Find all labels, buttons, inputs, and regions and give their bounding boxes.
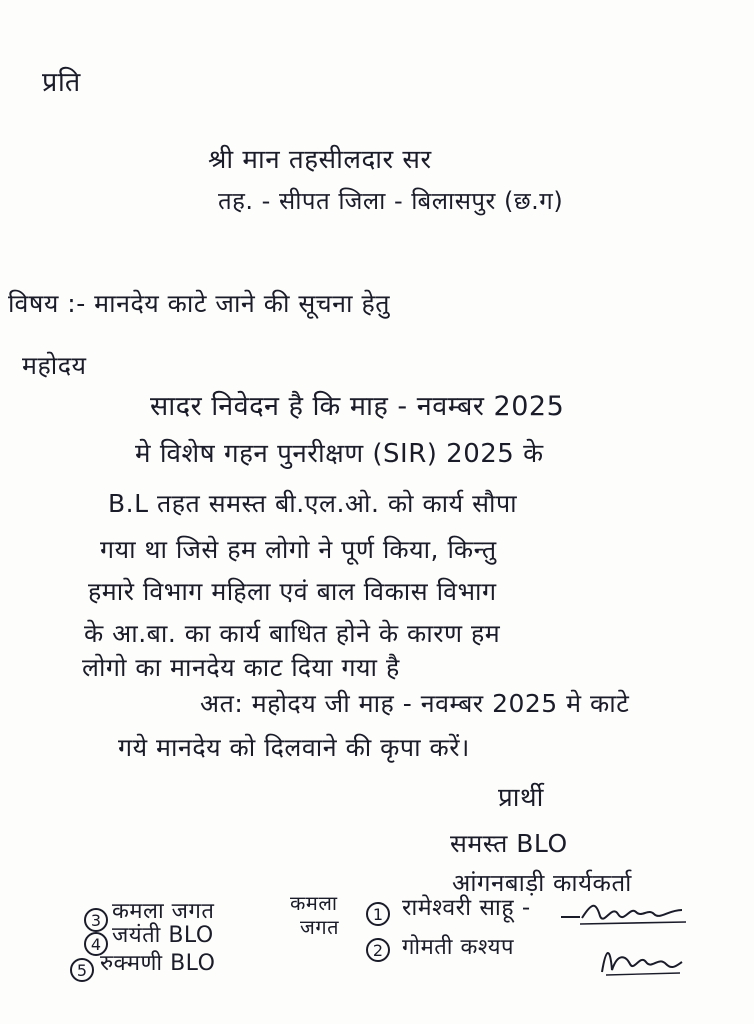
subject-line: विषय :- मानदेय काटे जाने की सूचना हेतु (8, 289, 390, 318)
body-line-5: हमारे विभाग महिला एवं बाल विकास विभाग (88, 577, 497, 606)
body-line-6: के आ.बा. का कार्य बाधित होने के कारण हम (84, 619, 501, 648)
signatory-number-badge: 3 (84, 908, 108, 932)
signatory-number-badge: 5 (70, 958, 94, 982)
signature-mark-line-1: कमला (290, 891, 338, 915)
signatory-name: रुक्मणी BLO (100, 951, 216, 976)
signatory-number-badge: 2 (366, 938, 390, 962)
body-line-9: गये मानदेय को दिलवाने की कृपा करें। (118, 733, 470, 762)
body-line-8: अत: महोदय जी माह - नवम्बर 2025 मे काटे (200, 689, 630, 718)
signature-scribble-1 (578, 896, 688, 928)
salutation-to: प्रति (42, 67, 81, 98)
body-line-3: B.L तहत समस्त बी.एल.ओ. को कार्य सौपा (108, 489, 518, 518)
signatory-number-badge: 4 (84, 932, 108, 956)
dash-mark (560, 912, 582, 922)
body-line-2: मे विशेष गहन पुनरीक्षण (SIR) 2025 के (135, 439, 544, 469)
body-line-7: लोगो का मानदेय काट दिया गया है (82, 653, 400, 682)
signatory-name: जयंती BLO (112, 923, 214, 948)
signatory-name: कमला जगत (112, 899, 215, 924)
signature-mark-line-2: जगत (300, 915, 339, 939)
sender-line-1: समस्त BLO (450, 829, 568, 858)
sender-line-2: आंगनबाड़ी कार्यकर्ता (452, 869, 632, 897)
signatory-number-badge: 1 (366, 902, 390, 926)
body-line-1: सादर निवेदन है कि माह - नवम्बर 2025 (150, 391, 565, 422)
body-line-4: गया था जिसे हम लोगो ने पूर्ण किया, किन्तु (100, 535, 497, 564)
recipient-line-2: तह. - सीपत जिला - बिलासपुर (छ.ग) (218, 187, 564, 215)
signature-scribble-2 (596, 942, 686, 978)
recipient-line-1: श्री मान तहसीलदार सर (208, 145, 432, 175)
signatory-name: गोमती कश्यप (402, 935, 514, 960)
greeting: महोदय (22, 351, 87, 380)
closing-prarthi: प्रार्थी (498, 783, 544, 813)
signatory-name: रामेश्वरी साहू - (402, 895, 531, 921)
